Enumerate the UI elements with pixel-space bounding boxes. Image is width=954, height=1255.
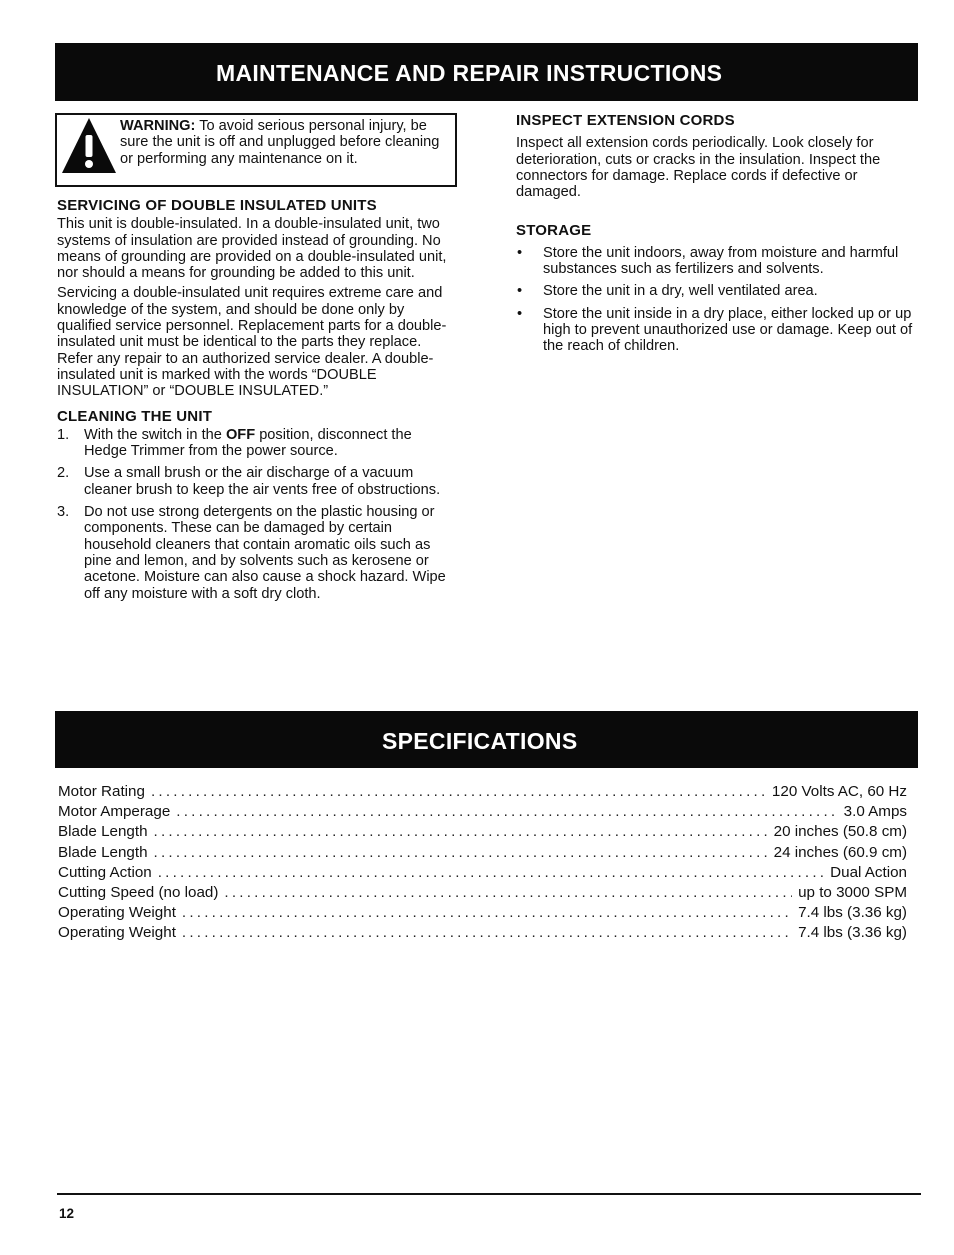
- warning-line1: To avoid serious: [195, 118, 305, 134]
- spec-value: Dual Action: [830, 863, 907, 881]
- storage-item-1: [516, 245, 920, 278]
- spec-label: Motor Amperage: [58, 803, 171, 821]
- cleaning-heading: CLEANING THE UNIT: [57, 407, 213, 425]
- spec-label: Blade Length: [58, 843, 148, 861]
- warning-box: [55, 113, 457, 187]
- step-text: Do not use strong detergents on the plastic housing or components. These can be damaged by certain household cleaners that contain aromatic oils such as pine and lemon, and by solvents such as kerosene or acetone. Moisture can also cause a shock hazard. Wipe off any moisture with a soft dry cloth.: [84, 504, 446, 602]
- spec-label: Blade Length: [58, 823, 148, 841]
- spec-label: Operating Weight: [58, 904, 176, 922]
- cleaning-steps: [57, 427, 457, 602]
- spec-value: 24 inches (60.9 cm): [773, 843, 907, 861]
- cords-text: Inspect all extension cords periodically. Look closely for deterioration, cuts or cracks in the insulation. Inspect the connectors for damage. Replace cords if defective or damaged.: [516, 135, 881, 201]
- storage-item-text: Store the unit inside in a dry place, either locked up or up high to prevent unauthorized use or damage. Keep out of the reach of children.: [543, 305, 913, 355]
- bullet-icon: •: [517, 244, 523, 261]
- step-number: 2.: [57, 465, 70, 482]
- step-text-bold: OFF: [225, 426, 256, 443]
- dot-leader: [176, 803, 837, 820]
- dot-leader: [151, 783, 766, 800]
- step-number: 3.: [57, 504, 70, 521]
- spec-row: [58, 823, 907, 843]
- specifications-banner: [55, 711, 918, 768]
- right-column: [516, 113, 920, 355]
- spec-row: [58, 924, 907, 944]
- warning-body: personal injury, be sure the unit is off and unplugged before cleaning or performing any maintenance on it.: [120, 118, 440, 167]
- specifications-title: SPECIFICATIONS: [382, 728, 578, 754]
- servicing-para-2: Servicing a double-insulated unit requires extreme care and knowledge of the system, and should be done only by qualified service personnel. Replacement parts for a double-insulated unit must be identical to the parts they replace. Refer any repair to an authorized service dealer. A double-insulated unit is marked with the words “DOUBLE INSULATION” or “DOUBLE INSULATED.”: [57, 285, 447, 400]
- dot-leader: [224, 884, 792, 901]
- maintenance-banner: [55, 43, 918, 101]
- spec-value: 7.4 lbs (3.36 kg): [798, 924, 907, 942]
- spec-label: Cutting Action: [58, 863, 152, 881]
- spec-row: [58, 803, 907, 823]
- spec-value: 120 Volts AC, 60 Hz: [771, 783, 907, 800]
- step-text-pre: With the switch in the: [84, 426, 226, 443]
- servicing-para-1: This unit is double-insulated. In a double-insulated unit, two systems of insulation are provided instead of grounding. No means of grounding are provided on a double-insulated unit, nor should a means for grounding be added to this unit.: [57, 216, 447, 282]
- dot-leader: [182, 904, 792, 921]
- warning-text: [120, 118, 440, 167]
- storage-item-2: [516, 283, 920, 299]
- spec-label: Cutting Speed (no load): [58, 883, 219, 901]
- spec-value: up to 3000 SPM: [798, 883, 907, 901]
- cleaning-step-2: [57, 465, 457, 498]
- left-column: [57, 113, 457, 602]
- dot-leader: [154, 823, 768, 840]
- specifications-list: [58, 783, 907, 945]
- storage-item-3: [516, 306, 920, 355]
- storage-heading: STORAGE: [516, 222, 592, 240]
- cords-heading: INSPECT EXTENSION CORDS: [516, 112, 735, 129]
- footer-rule: [57, 1193, 921, 1195]
- dot-leader: [154, 844, 768, 861]
- dot-leader: [158, 864, 824, 881]
- spec-row: [58, 864, 907, 884]
- spec-row: [58, 844, 907, 864]
- spec-value: 3.0 Amps: [843, 803, 907, 821]
- spec-value: 7.4 lbs (3.36 kg): [798, 904, 907, 922]
- dot-leader: [182, 924, 792, 941]
- storage-item-text: Store the unit indoors, away from moisture and harmful substances such as fertilizers and solvents.: [543, 244, 899, 278]
- storage-list: [516, 245, 920, 355]
- step-text: Use a small brush or the air discharge of a vacuum cleaner brush to keep the air vents free of obstructions.: [84, 465, 441, 498]
- spec-label: Motor Rating: [58, 783, 145, 800]
- cleaning-step-3: [57, 504, 457, 602]
- maintenance-title: MAINTENANCE AND REPAIR INSTRUCTIONS: [216, 60, 723, 86]
- bullet-icon: •: [517, 305, 523, 322]
- spec-label: Operating Weight: [58, 924, 176, 942]
- step-text-post: position, disconnect the Hedge Trimmer from the power source.: [84, 426, 412, 460]
- cleaning-step-1: [57, 427, 457, 460]
- page-number: 12: [59, 1206, 75, 1221]
- spec-row: [58, 904, 907, 924]
- storage-item-text: Store the unit in a dry, well ventilated area.: [543, 283, 818, 300]
- bullet-icon: •: [517, 283, 523, 300]
- step-number: 1.: [57, 426, 70, 443]
- warning-label: WARNING:: [120, 118, 196, 134]
- spec-row: [58, 783, 907, 803]
- spec-value: 20 inches (50.8 cm): [773, 823, 907, 841]
- spec-row: [58, 884, 907, 904]
- warning-triangle-icon: [60, 116, 118, 176]
- servicing-heading: SERVICING OF DOUBLE INSULATED UNITS: [57, 197, 377, 214]
